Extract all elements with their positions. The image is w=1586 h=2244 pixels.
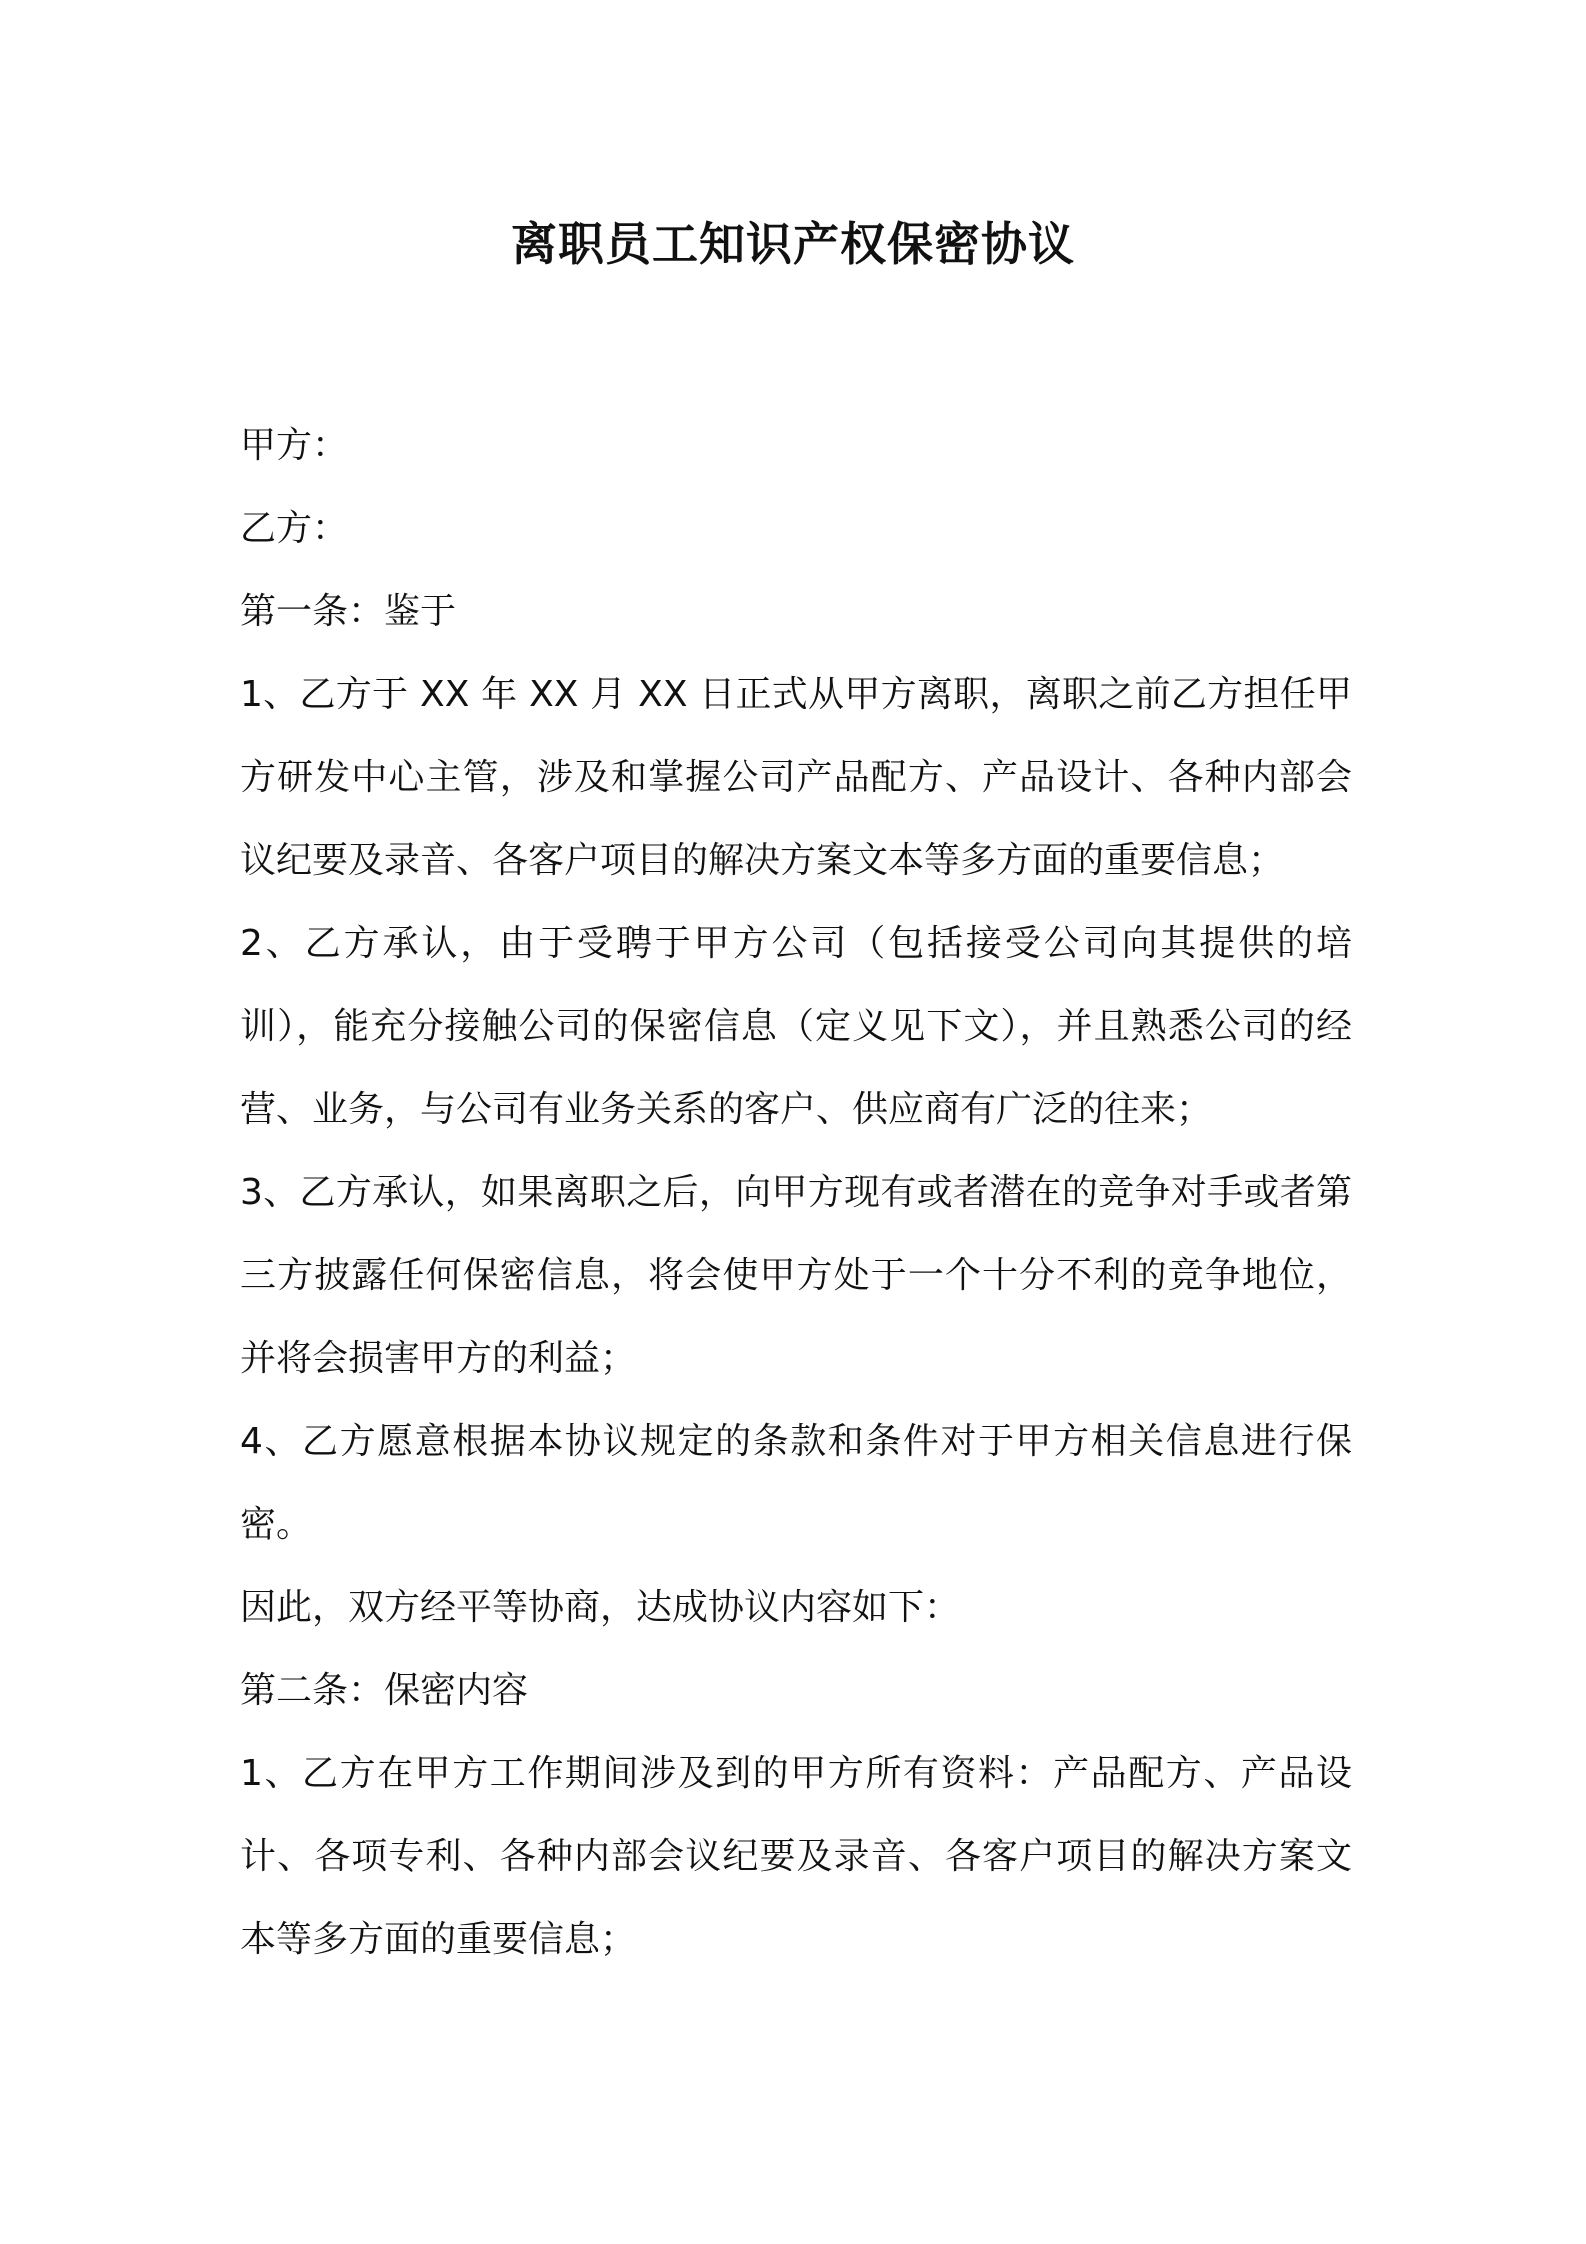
article-2-item-1: 1、乙方在甲方工作期间涉及到的甲方所有资料：产品配方、产品设计、各项专利、各种内部会议纪要及录音、各客户项目的解决方案文本等多方面的重要信息； xyxy=(240,1753,1352,1960)
article-1-item-2: 2、乙方承认，由于受聘于甲方公司（包括接受公司向其提供的培训），能充分接触公司的保密信息（定义见下文），并且熟悉公司的经营、业务，与公司有业务关系的客户、供应商有广泛的往来； xyxy=(240,923,1352,1130)
article-1-item-1: 1、乙方于 XX 年 XX 月 XX 日正式从甲方离职，离职之前乙方担任甲方研发中心主管，涉及和掌握公司产品配方、产品设计、各种内部会议纪要及录音、各客户项目的解决方案文本等多方面的重要信息； xyxy=(240,674,1352,881)
party-b-line: 乙方： xyxy=(240,508,349,549)
conclusion-paragraph: 因此，双方经平等协商，达成协议内容如下： xyxy=(240,1587,961,1628)
article-1-heading: 第一条：鉴于 xyxy=(240,591,457,632)
party-a-line: 甲方： xyxy=(240,425,349,466)
article-1-item-4: 4、乙方愿意根据本协议规定的条款和条件对于甲方相关信息进行保密。 xyxy=(240,1421,1352,1545)
article-2-heading: 第二条：保密内容 xyxy=(240,1670,529,1711)
article-1-item-3: 3、乙方承认，如果离职之后，向甲方现有或者潜在的竞争对手或者第三方披露任何保密信息，将会使甲方处于一个十分不利的竞争地位，并将会损害甲方的利益； xyxy=(240,1172,1352,1379)
document-body xyxy=(240,404,1352,1981)
document-title: 离职员工知识产权保密协议 xyxy=(511,217,1075,271)
